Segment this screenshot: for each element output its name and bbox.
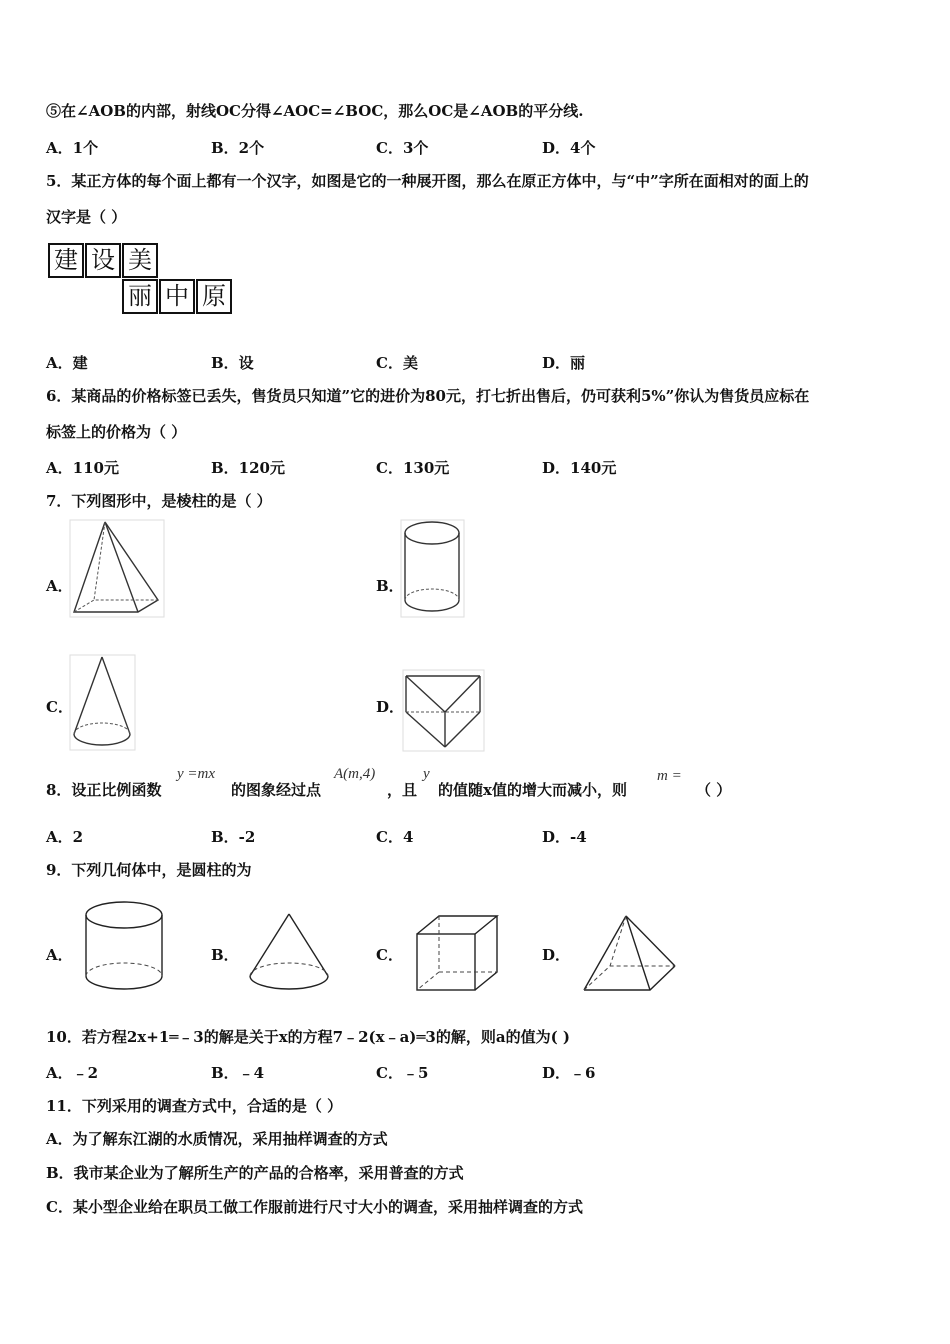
q4-option-d: D．4个 [542, 139, 596, 157]
q11-option-c: C．某小型企业给在职员工做工作服前进行尺寸大小的调查，采用抽样调查的方式 [46, 1198, 583, 1216]
cone-figure [248, 912, 330, 992]
q11-stem: 11．下列采用的调查方式中，合适的是（ ） [46, 1097, 343, 1115]
q4-option-b: B．2个 [211, 139, 265, 157]
cylinder-figure [84, 900, 166, 992]
q4-option-c: C．3个 [376, 139, 429, 157]
triangular-prism-figure [403, 670, 485, 752]
q10-stem: 10．若方程2x+1═﹣3的解是关于x的方程7﹣2(x﹣a)═3的解，则a的值为( ) [46, 1028, 571, 1046]
q9-stem: 9．下列几何体中，是圆柱的为 [46, 861, 252, 879]
q9-label-b: B． [211, 946, 239, 964]
q10-option-c: C．﹣5 [376, 1064, 429, 1082]
net-cell-5: 中 [159, 279, 195, 314]
q5-option-a: A．建 [46, 354, 88, 372]
cube-figure [415, 914, 501, 994]
q6-option-c: C．130元 [376, 459, 450, 477]
q11-option-a: A．为了解东江湖的水质情况，采用抽样调查的方式 [46, 1130, 388, 1148]
q8-formula-y-mx: y =mx [177, 766, 216, 782]
q8-formula-point: A(m,4) [334, 766, 376, 782]
q8-stem-part4: 的值随x值的增大而减小，则 [438, 781, 627, 799]
q7-stem: 7．下列图形中，是棱柱的是（ ） [46, 492, 272, 510]
q9-label-a: A． [46, 946, 73, 964]
q4-item5: ⑤在∠AOB的内部，射线OC分得∠AOC=∠BOC，那么OC是∠AOB的平分线. [46, 102, 584, 120]
pyramid-figure [70, 520, 165, 618]
cone-figure [70, 655, 136, 751]
net-cell-1: 建 [48, 243, 84, 278]
q5-option-c: C．美 [376, 354, 418, 372]
q8-stem-part5: （ ） [696, 781, 732, 799]
q10-option-d: D．﹣6 [542, 1064, 596, 1082]
q5-stem-line1: 5．某正方体的每个面上都有一个汉字，如图是它的一种展开图，那么在原正方体中，与“中”字所在面相对的面上的 [46, 172, 809, 190]
q8-option-a: A．2 [46, 828, 84, 846]
q6-option-a: A．110元 [46, 459, 119, 477]
q7-label-b: B． [376, 577, 404, 595]
q8-option-c: C．4 [376, 828, 414, 846]
net-cell-2: 设 [85, 243, 121, 278]
pyramid-figure [582, 914, 678, 994]
q8-formula-y: y [423, 766, 430, 782]
q8-stem-part3: ，且 [387, 781, 418, 799]
net-cell-4: 丽 [122, 279, 158, 314]
q8-option-b: B．-2 [211, 828, 256, 846]
q7-label-a: A． [46, 577, 73, 595]
q6-stem-line2: 标签上的价格为（ ） [46, 423, 187, 441]
q5-option-b: B．设 [211, 354, 254, 372]
q9-label-c: C． [376, 946, 403, 964]
q8-stem-part2: 的图象经过点 [231, 781, 322, 799]
net-cell-3: 美 [122, 243, 158, 278]
q6-stem-line1: 6．某商品的价格标签已丢失，售货员只知道”它的进价为80元，打七折出售后，仍可获利5%”你认为售货员应标在 [46, 387, 810, 405]
q6-option-b: B．120元 [211, 459, 285, 477]
q4-option-a: A．1个 [46, 139, 99, 157]
q11-option-b: B．我市某企业为了解所生产的产品的合格率，采用普查的方式 [46, 1164, 464, 1182]
q10-option-a: A．﹣2 [46, 1064, 99, 1082]
q6-option-d: D．140元 [542, 459, 617, 477]
q5-stem-line2: 汉字是（ ） [46, 208, 127, 226]
q8-stem-part1: 8．设正比例函数 [46, 781, 162, 799]
cylinder-figure [401, 520, 465, 618]
q8-formula-m: m = [657, 768, 682, 784]
q7-label-d: D． [376, 698, 405, 716]
q10-option-b: B．﹣4 [211, 1064, 265, 1082]
q8-option-d: D．-4 [542, 828, 587, 846]
q5-option-d: D．丽 [542, 354, 586, 372]
q7-label-c: C． [46, 698, 73, 716]
q9-label-d: D． [542, 946, 571, 964]
net-cell-6: 原 [196, 279, 232, 314]
